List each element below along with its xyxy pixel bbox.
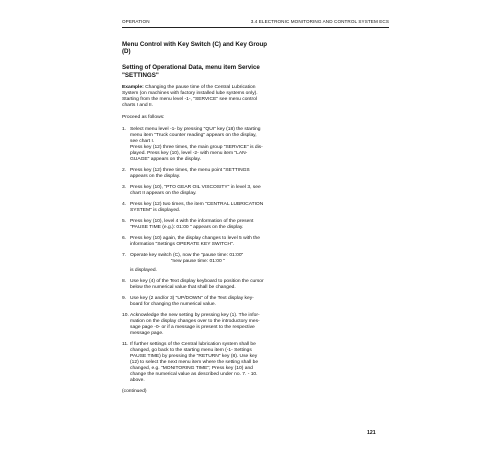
step-item: 10. Acknowledge the new setting by pressing key (1). The infor- mation on the display changes over to the introductory mes- sage page -0- or if a message is present to the respective message page.	[122, 312, 260, 336]
step-item: 11. If further settings of the Central lubrication system shall be changed, go back to the starting menu item (-1- Settings PAUSE TIME) by pressing the "RETURN" key (8). Use key (12) to select the next menu item where the setting shall be changed, e.g. "MONITORING TIME"; Press key (10) and change the numerical value as described under no. 7. - 10. above.	[122, 341, 259, 383]
step-item: 3. Press key (10), "PTO GEAR OIL VISCOSITY" in level 3, see chart II appears on the display.	[122, 184, 261, 196]
step-item: 6. Press key (10) again, the display changes to level 5 with the information "Settings OPERATE KEY SWITCH".	[122, 235, 260, 247]
page-number: 121	[367, 430, 376, 436]
intro-text: Proceed as follows:	[122, 114, 165, 120]
step-item: 1. Select menu level -1- by pressing "QUI" key (18) the starting menu item "Truck counter reading" appears on the display, see chart I. Press key (12) three times, the main group "SERVICE" is dis- played. Press key (10), level -2- with menu item "LAN- GUAGE" appears on the display.	[122, 126, 263, 162]
step-item: 8. Use key (4) of the Text display keyboard to position the cursor below the numerical value that shall be changed.	[122, 278, 264, 290]
section-subtitle: Setting of Operational Data, menu item Service "SETTINGS"	[122, 64, 260, 79]
example-label: Example:	[122, 84, 144, 90]
steps-list-continued	[122, 278, 264, 384]
page-content	[122, 41, 268, 395]
step-item: 7. Operate key switch (C), now the "pause time: 01:00" "new pause time: 01:00 "	[122, 252, 244, 264]
step-7-continuation: is displayed.	[130, 267, 157, 273]
example-paragraph: Example: Changing the pause time of the Central Lubrication System (on machines with factory installed lube systems only). Starting from the menu level -1-, "SERVICE" see menu control charts I and II.	[122, 84, 258, 108]
header-chapter-title: 3.4 ELECTRONIC MONITORING AND CONTROL SYSTEM ECS	[250, 19, 389, 24]
header-divider	[122, 27, 389, 28]
section-title: Menu Control with Key Switch (C) and Key Group (D)	[122, 41, 268, 56]
step-item: 5. Press key (10), level 4 with the information of the present "PAUSE TIME (e.g.): 01:00 " appears on the display.	[122, 218, 254, 230]
step-item: 4. Press key (12) two times, the item "CENTRAL LUBRICATION SYSTEM" is displayed.	[122, 201, 264, 213]
page-header	[122, 19, 389, 24]
steps-list	[122, 126, 264, 265]
continued-note: (continued)	[122, 388, 147, 394]
step-item: 2. Press key (12) three times, the menu point "SETTINGS appears on the display.	[122, 167, 250, 179]
header-section-label: OPERATION	[122, 19, 150, 24]
step-item: 9. Use key (2 and/or 3) "UP/DOWN" of the Text display key- board for changing the numerical value.	[122, 295, 254, 307]
